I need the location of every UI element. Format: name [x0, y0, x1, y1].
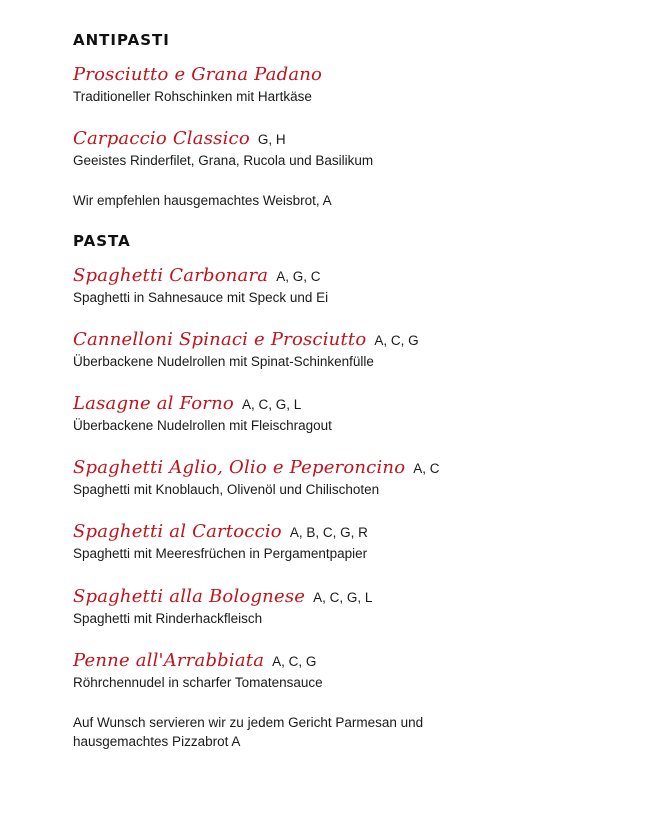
dish-arrabbiata [73, 649, 613, 692]
dish-allergens: A, G, C [276, 269, 321, 284]
dish-description: Überbackene Nudelrollen mit Fleischragout [73, 418, 332, 433]
dish-name: Spaghetti Carbonara [73, 265, 269, 286]
antipasti-note: Wir empfehlen hausgemachtes Weisbrot, A [73, 193, 332, 208]
section-title-antipasti: ANTIPASTI [73, 31, 170, 49]
dish-name: Spaghetti alla Bolognese [73, 586, 306, 607]
dish-cannelloni [73, 328, 613, 371]
dish-description: Spaghetti mit Meeresfrüchen in Pergamentpapier [73, 546, 368, 561]
dish-aglio-olio [73, 456, 613, 499]
dish-description: Spaghetti in Sahnesauce mit Speck und Ei [73, 290, 329, 305]
dish-lasagne [73, 392, 613, 435]
dish-description: Geeistes Rinderfilet, Grana, Rucola und Basilikum [73, 153, 374, 168]
dish-description: Spaghetti mit Knoblauch, Olivenöl und Chilischoten [73, 482, 380, 497]
dish-name: Prosciutto e Grana Padano [73, 64, 323, 85]
dish-name: Lasagne al Forno [73, 393, 234, 414]
dish-allergens: A, C, G, L [241, 397, 302, 412]
dish-allergens: A, C, G, L [313, 590, 373, 605]
dish-description: Röhrchennudel in scharfer Tomatensauce [73, 675, 323, 690]
dish-name: Cannelloni Spinaci e Prosciutto [73, 329, 367, 350]
dish-carpaccio [73, 127, 613, 170]
dish-name: Carpaccio Classico [73, 128, 250, 149]
dish-description: Überbackene Nudelrollen mit Spinat-Schinkenfülle [73, 354, 374, 369]
dish-allergens: A, C [413, 461, 440, 476]
dish-cartoccio [73, 520, 613, 563]
dish-name: Spaghetti al Cartoccio [73, 521, 282, 542]
dish-description: Spaghetti mit Rinderhackfleisch [73, 611, 263, 626]
pasta-note: Auf Wunsch servieren wir zu jedem Gericht Parmesan und hausgemachtes Pizzabrot A [73, 715, 424, 749]
dish-description: Traditioneller Rohschinken mit Hartkäse [73, 89, 312, 104]
section-title-pasta: PASTA [73, 232, 131, 250]
dish-allergens: A, C, G [374, 333, 419, 348]
dish-bolognese [73, 585, 613, 628]
dish-allergens: G, H [257, 132, 286, 147]
dish-allergens: A, B, C, G, R [289, 525, 368, 540]
dish-prosciutto [73, 63, 613, 106]
dish-name: Penne all'Arrabbiata [73, 650, 265, 671]
dish-name: Spaghetti Aglio, Olio e Peperoncino [73, 457, 406, 478]
dish-spaghetti-carbonara [73, 264, 613, 307]
dish-allergens: A, C, G [272, 654, 317, 669]
